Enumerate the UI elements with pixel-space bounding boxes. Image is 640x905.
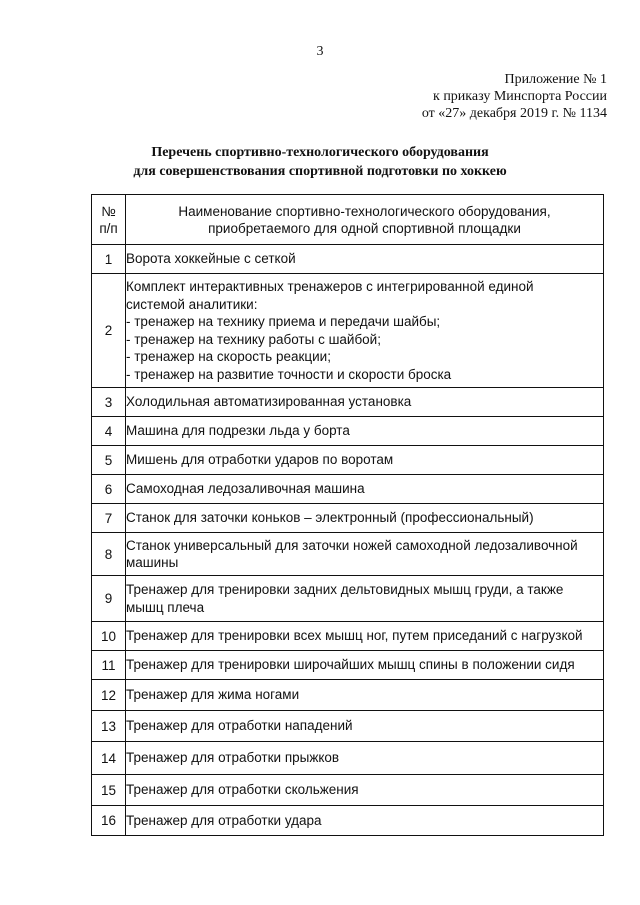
row-number: 8: [92, 533, 126, 576]
table-row: [92, 622, 604, 651]
table-row: [92, 446, 604, 475]
table-row: [92, 576, 604, 622]
header-num-cell: [92, 195, 126, 245]
row-number: 16: [92, 806, 126, 836]
equipment-name: [126, 680, 604, 711]
table-row: [92, 742, 604, 775]
equipment-name: [126, 622, 604, 651]
row-number: 10: [92, 622, 126, 651]
document-title: [0, 143, 640, 181]
equipment-name-line: Холодильная автоматизированная установка: [126, 394, 412, 410]
equipment-name-line: Машина для подрезки льда у борта: [126, 423, 350, 439]
table-row: [92, 651, 604, 680]
appendix-line-3: от «27» декабря 2019 г. № 1134: [421, 106, 607, 121]
equipment-name-line: Тренажер для отработки нападений: [126, 718, 353, 734]
table-row: [92, 533, 604, 576]
page-number: 3: [316, 44, 324, 59]
table-row: [92, 504, 604, 533]
table-row: [92, 806, 604, 836]
equipment-name: [126, 274, 604, 388]
header-name-line-2: приобретаемого для одной спортивной площадки: [208, 220, 521, 236]
equipment-name-line: Станок для заточки коньков – электронный (профессиональный): [126, 510, 534, 526]
equipment-name: [126, 651, 604, 680]
equipment-name: [126, 504, 604, 533]
equipment-name-line: - тренажер на развитие точности и скорости броска: [126, 366, 452, 382]
appendix-line-2: к приказу Минспорта России: [433, 89, 607, 104]
equipment-name-line: системой аналитики:: [126, 296, 258, 312]
row-number: 15: [92, 775, 126, 806]
equipment-name-line: Мишень для отработки ударов по воротам: [126, 452, 394, 468]
row-number: 14: [92, 742, 126, 775]
equipment-name-line: мышц плеча: [126, 599, 205, 615]
equipment-name: [126, 533, 604, 576]
table-row: [92, 680, 604, 711]
equipment-name: [126, 417, 604, 446]
equipment-name: [126, 446, 604, 475]
equipment-name-line: машины: [126, 555, 179, 570]
appendix-reference: [422, 71, 607, 122]
equipment-name-line: Комплект интерактивных тренажеров с интегрированной единой: [126, 279, 534, 294]
equipment-rows: [92, 245, 604, 836]
table-row: [92, 475, 604, 504]
equipment-name-line: - тренажер на скорость реакции;: [126, 349, 331, 364]
equipment-name-line: - тренажер на технику приема и передачи шайбы;: [126, 314, 441, 329]
row-number: 5: [92, 446, 126, 475]
row-number: 11: [92, 651, 126, 680]
equipment-name-line: Тренажер для тренировки задних дельтовидных мышц груди, а также: [126, 582, 564, 597]
equipment-name-line: Тренажер для тренировки широчайших мышц спины в положении сидя: [126, 657, 575, 673]
equipment-name-line: Тренажер для отработки удара: [126, 812, 322, 828]
table-row: [92, 388, 604, 417]
row-number: 7: [92, 504, 126, 533]
equipment-name: [126, 742, 604, 775]
table-row: [92, 417, 604, 446]
equipment-name-line: Тренажер для тренировки всех мышц ног, путем приседаний с нагрузкой: [126, 628, 583, 644]
equipment-name: [126, 806, 604, 836]
row-number: 13: [92, 711, 126, 742]
row-number: 6: [92, 475, 126, 504]
equipment-table: [91, 194, 604, 836]
row-number: 2: [92, 274, 126, 388]
document-title-line-1: Перечень спортивно-технологического оборудования: [151, 145, 489, 160]
equipment-name: [126, 576, 604, 622]
equipment-name-line: Тренажер для отработки скольжения: [126, 782, 359, 798]
table-header-row: [92, 195, 604, 245]
equipment-name: [126, 775, 604, 806]
equipment-name: [126, 245, 604, 274]
equipment-name: [126, 388, 604, 417]
equipment-name-line: Тренажер для отработки прыжков: [126, 750, 340, 766]
table-row: [92, 775, 604, 806]
equipment-name-line: Ворота хоккейные с сеткой: [126, 251, 296, 267]
table-row: [92, 274, 604, 388]
header-num-line-2: п/п: [99, 220, 118, 236]
header-name-cell: [126, 195, 604, 245]
row-number: 12: [92, 680, 126, 711]
row-number: 4: [92, 417, 126, 446]
row-number: 9: [92, 576, 126, 622]
table-row: [92, 245, 604, 274]
header-name-line-1: Наименование спортивно-технологического оборудования,: [178, 203, 551, 219]
header-num-line-1: №: [101, 203, 116, 219]
row-number: 3: [92, 388, 126, 417]
equipment-name-line: Станок универсальный для заточки ножей самоходной ледозаливочной: [126, 537, 578, 553]
appendix-line-1: Приложение № 1: [504, 72, 607, 87]
row-number: 1: [92, 245, 126, 274]
table-row: [92, 711, 604, 742]
equipment-name-line: Самоходная ледозаливочная машина: [126, 481, 365, 497]
equipment-name: [126, 711, 604, 742]
document-title-line-2: для совершенствования спортивной подготовки по хоккею: [133, 164, 507, 179]
equipment-name: [126, 475, 604, 504]
equipment-name-line: - тренажер на технику работы с шайбой;: [126, 331, 381, 347]
equipment-name-line: Тренажер для жима ногами: [126, 687, 300, 703]
